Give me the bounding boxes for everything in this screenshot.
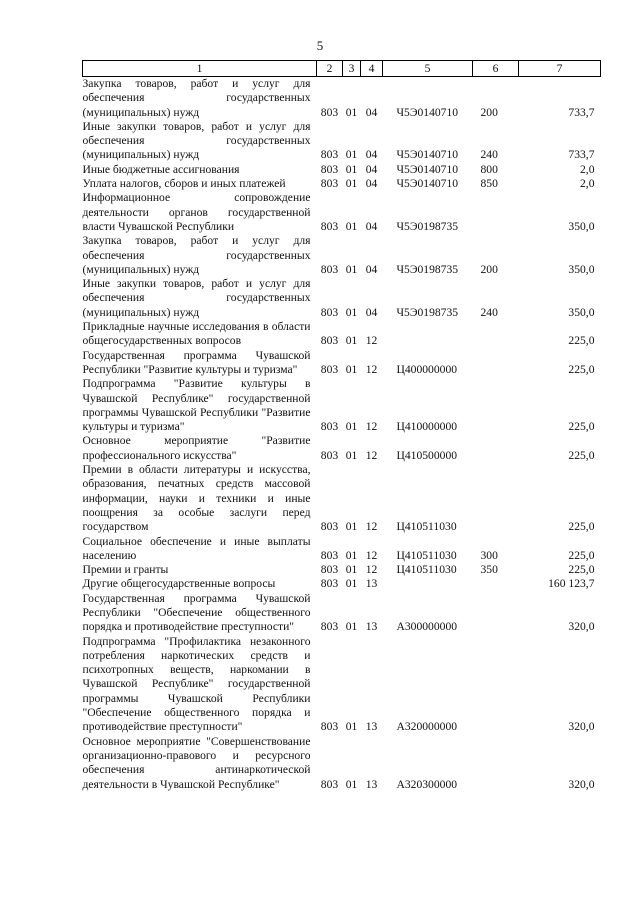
row-expense-type [473,463,519,534]
table-row [83,735,601,792]
row-target-code [383,577,473,591]
row-expense-type: 200 [480,105,498,119]
row-ved-code: 803 [320,720,339,734]
row-expense-type: 350 [480,563,498,577]
row-ved-code: 803 [320,520,339,534]
row-ved-code: 803 [320,219,339,233]
header-col-6: 6 [473,61,519,77]
row-section-code: 01 [345,362,358,376]
row-name: Уплата налогов, сборов и иных платежей [82,177,286,191]
row-expense-type [473,635,519,735]
row-expense-type: 300 [480,548,498,562]
row-subsection-code: 13 [365,577,378,591]
row-name: Премии и гранты [82,563,169,577]
row-expense-type: 800 [480,162,498,176]
row-target-code: Ч5Э0140710 [396,105,459,119]
table-row [83,377,601,434]
row-subsection-code: 04 [365,162,378,176]
row-section-code: 01 [345,305,358,319]
table-row [83,177,601,191]
row-name: Подпрограмма "Развитие культуры в Чувашской Республике" государственной программы Чувашской Республики "Развитие культуры и туризма" [82,377,311,434]
row-expense-type: 200 [480,262,498,276]
row-section-code: 01 [345,420,358,434]
table-row [83,635,601,735]
row-name: Подпрограмма "Профилактика незаконного потребления наркотических средств и психотропных веществ, наркомании в Чувашской Республике" государственной программы Чувашской Республики "Обеспечение общественного порядка и противодействие преступности" [82,634,311,734]
row-amount: 225,0 [568,563,595,577]
row-target-code: А320300000 [396,777,458,791]
row-amount: 160 123,7 [548,577,595,591]
row-expense-type [473,377,519,434]
row-section-code: 01 [345,520,358,534]
row-expense-type [473,592,519,635]
row-target-code: Ч5Э0140710 [396,148,459,162]
row-subsection-code: 04 [365,148,378,162]
row-expense-type: 850 [480,177,498,191]
row-subsection-code: 12 [365,420,378,434]
table-row [83,434,601,463]
row-subsection-code: 12 [365,448,378,462]
table-row [83,592,601,635]
table-row [83,349,601,378]
row-ved-code: 803 [320,105,339,119]
row-expense-type: 240 [480,148,498,162]
row-section-code: 01 [345,777,358,791]
row-amount: 225,0 [568,334,595,348]
row-name: Иные закупки товаров, работ и услуг для обеспечения государственных (муниципальных) нужд [82,277,311,319]
row-subsection-code: 12 [365,548,378,562]
row-target-code: Ц400000000 [396,362,458,376]
table-row [83,563,601,577]
header-col-2: 2 [317,61,343,77]
row-amount: 733,7 [568,148,595,162]
header-col-5: 5 [383,61,473,77]
row-name: Государственная программа Чувашской Республики "Развитие культуры и туризма" [82,348,311,376]
row-section-code: 01 [345,334,358,348]
row-name: Государственная программа Чувашской Республики "Обеспечение общественного порядка и противодействие преступности" [82,591,311,634]
row-amount: 225,0 [568,362,595,376]
row-amount: 350,0 [568,305,595,319]
row-ved-code: 803 [320,262,339,276]
table-row [83,234,601,277]
table-row [83,163,601,177]
row-ved-code: 803 [320,148,339,162]
row-expense-type [473,320,519,349]
row-amount: 320,0 [568,720,595,734]
row-amount: 225,0 [568,548,595,562]
table-row [83,120,601,163]
row-name: Премии в области литературы и искусства, образования, печатных средств массовой информации, науки и техники и иные поощрения за особые заслуги перед государством [82,463,311,534]
row-section-code: 01 [345,563,358,577]
row-target-code: Ч5Э0198735 [396,262,459,276]
row-ved-code: 803 [320,563,339,577]
row-subsection-code: 12 [365,334,378,348]
row-amount: 320,0 [568,620,595,634]
row-subsection-code: 04 [365,177,378,191]
row-amount: 733,7 [568,105,595,119]
budget-table [82,60,601,792]
row-subsection-code: 12 [365,520,378,534]
row-subsection-code: 12 [365,563,378,577]
table-row [83,320,601,349]
row-amount: 225,0 [568,520,595,534]
row-target-code: Ч5Э0198735 [396,219,459,233]
row-section-code: 01 [345,548,358,562]
row-amount: 320,0 [568,777,595,791]
row-name: Информационное сопровождение деятельности органов государственной власти Чувашской Республики [82,191,311,233]
row-target-code: Ц410511030 [396,548,457,562]
row-subsection-code: 04 [365,219,378,233]
row-target-code: А300000000 [396,620,458,634]
row-subsection-code: 13 [365,777,378,791]
row-subsection-code: 04 [365,262,378,276]
page-number: 5 [316,38,324,53]
header-col-3: 3 [343,61,361,77]
row-amount: 225,0 [568,448,595,462]
row-section-code: 01 [345,177,358,191]
row-section-code: 01 [345,448,358,462]
row-expense-type [473,191,519,234]
row-name: Иные закупки товаров, работ и услуг для обеспечения государственных (муниципальных) нужд [82,119,311,162]
table-row [83,577,601,591]
table-row [83,77,601,120]
table-header [83,61,601,77]
row-target-code: Ч5Э0140710 [396,177,459,191]
row-subsection-code: 13 [365,620,378,634]
header-col-1: 1 [83,61,317,77]
row-expense-type: 240 [480,305,498,319]
row-section-code: 01 [345,577,358,591]
row-name: Закупка товаров, работ и услуг для обеспечения государственных (муниципальных) нужд [82,77,311,119]
row-section-code: 01 [345,162,358,176]
row-amount: 350,0 [568,262,595,276]
table-body [83,77,601,792]
row-expense-type [473,349,519,378]
row-section-code: 01 [345,219,358,233]
row-name: Социальное обеспечение и иные выплаты населению [82,534,311,562]
row-name: Прикладные научные исследования в области общегосударственных вопросов [82,320,311,348]
row-target-code: Ц410000000 [396,420,458,434]
row-ved-code: 803 [320,777,339,791]
row-ved-code: 803 [320,334,339,348]
row-subsection-code: 04 [365,105,378,119]
row-amount: 350,0 [568,219,595,233]
row-target-code: А320000000 [396,720,458,734]
row-expense-type [473,434,519,463]
header-row [83,61,601,77]
table-row [83,535,601,564]
table-row [83,277,601,320]
row-target-code: Ц410511030 [396,563,457,577]
row-subsection-code: 04 [365,305,378,319]
row-section-code: 01 [345,105,358,119]
row-name: Иные бюджетные ассигнования [82,162,240,176]
row-target-code [383,320,473,349]
row-ved-code: 803 [320,577,339,591]
table-row [83,191,601,234]
row-name: Основное мероприятие "Развитие профессионального искусства" [82,434,311,462]
row-target-code: Ц410511030 [396,520,457,534]
row-ved-code: 803 [320,362,339,376]
row-ved-code: 803 [320,548,339,562]
row-ved-code: 803 [320,177,339,191]
row-amount: 2,0 [580,177,595,191]
row-expense-type [473,577,519,591]
table-row [83,463,601,534]
row-ved-code: 803 [320,420,339,434]
row-name: Основное мероприятие "Совершенствование организационно-правового и ресурсного обеспечения антинаркотической деятельности в Чувашской Республике" [82,734,311,791]
row-ved-code: 803 [320,620,339,634]
row-ved-code: 803 [320,448,339,462]
row-target-code: Ч5Э0140710 [396,162,459,176]
row-section-code: 01 [345,148,358,162]
row-amount: 2,0 [580,162,595,176]
row-subsection-code: 12 [365,362,378,376]
row-target-code: Ч5Э0198735 [396,305,459,319]
row-section-code: 01 [345,620,358,634]
row-name: Закупка товаров, работ и услуг для обеспечения государственных (муниципальных) нужд [82,234,311,276]
row-section-code: 01 [345,720,358,734]
row-expense-type [473,735,519,792]
row-section-code: 01 [345,262,358,276]
row-ved-code: 803 [320,162,339,176]
row-ved-code: 803 [320,305,339,319]
row-name: Другие общегосударственные вопросы [82,577,276,591]
row-amount: 225,0 [568,420,595,434]
row-subsection-code: 13 [365,720,378,734]
header-col-7: 7 [519,61,601,77]
header-col-4: 4 [361,61,383,77]
row-target-code: Ц410500000 [396,448,458,462]
